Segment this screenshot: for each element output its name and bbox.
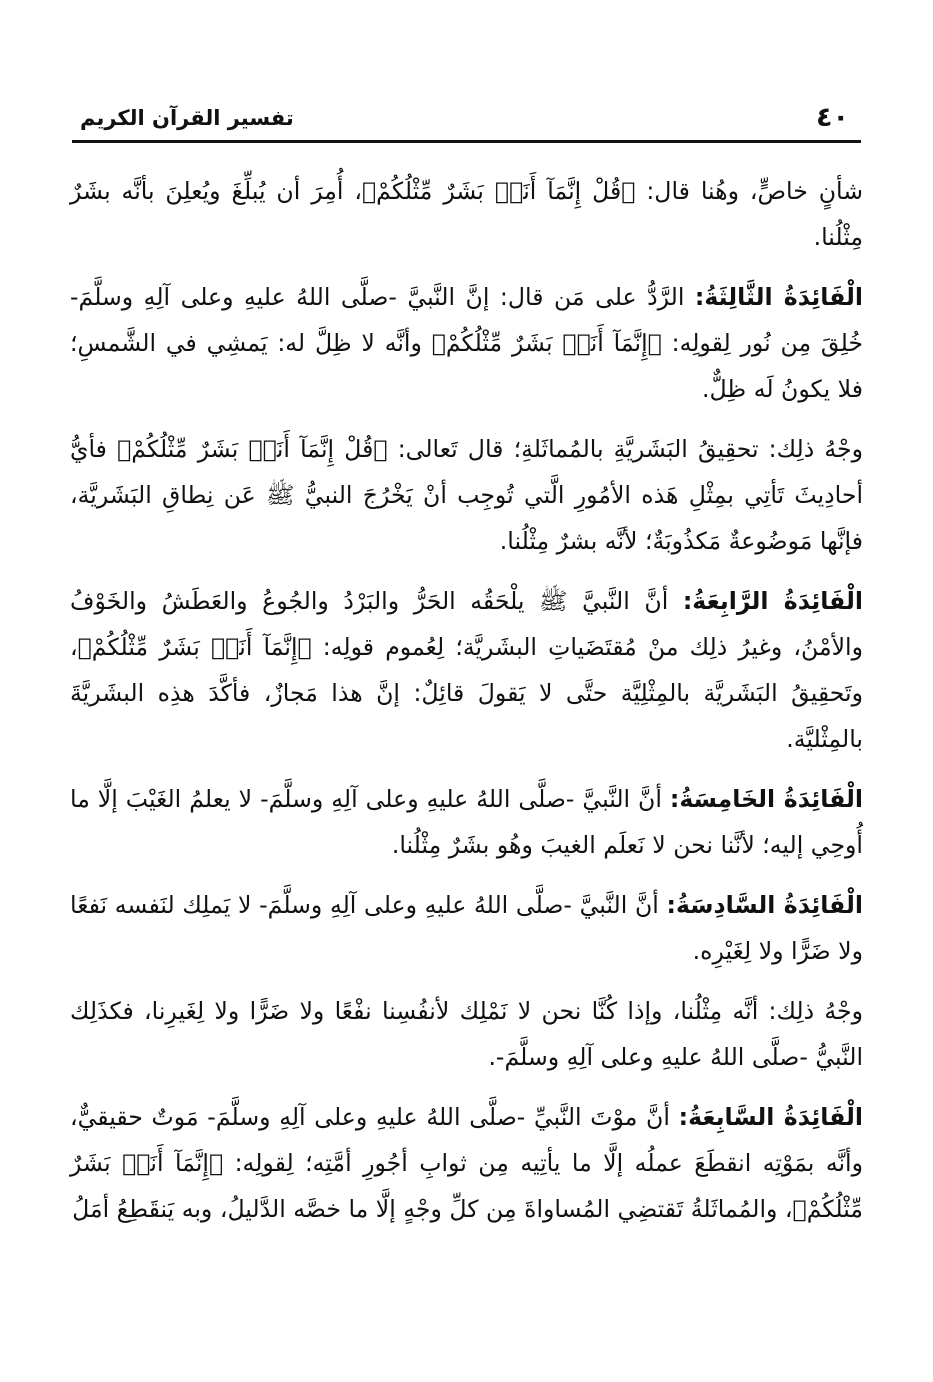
- quran-verse: ﴿إِنَّمَآ أَنَا۠ بَشَرٌ مِّثْلُكُمْ﴾: [431, 329, 662, 357]
- paragraph-text: وجْهُ ذلِك: تحقِيقُ البَشَريَّةِ بالمُماثَلةِ؛ قال تَعالى:: [387, 435, 863, 463]
- quran-verse: ﴿إِنَّمَآ أَنَا۠ بَشَرٌ مِّثْلُكُمْ﴾: [77, 633, 312, 661]
- book-title: تفسير القرآن الكريم: [80, 106, 294, 130]
- paragraph-benefit-6: [70, 882, 863, 974]
- paragraph-reason-3: [70, 426, 863, 564]
- paragraph-text: الرَّدُّ على مَن قال: إنَّ النَّبيَّ -صلَّى اللهُ عليهِ وعلى آلِهِ وسلَّمَ- خُلِقَ مِن نُور لِقولِه:: [70, 283, 864, 357]
- benefit-heading: الْفَائِدَةُ السَّادِسَةُ:: [666, 891, 863, 919]
- paragraph-text: وأنَّه لا ظِلَّ له: يَمشِي في الشَّمسِ؛ فلا يكونُ لَه ظِلٌّ.: [70, 329, 863, 403]
- paragraph-text: ، والمُماثَلةُ تَقتضِي المُساواةَ مِن كلِّ وجْهٍ إلَّا ما خصَّه الدَّليلُ، وبه يَنقَطِعُ أمَلُ: [72, 1195, 793, 1223]
- quran-verse: ﴿قُلْ إِنَّمَآ أَنَا۠ بَشَرٌ مِّثْلُكُمْ﴾: [117, 435, 388, 463]
- benefit-heading: الْفَائِدَةُ الثَّالِثَةُ:: [694, 283, 863, 311]
- paragraph-benefit-5: [70, 776, 863, 868]
- paragraph-text: أنَّ النَّبيَّ -صلَّى اللهُ عليهِ وعلى آلِهِ وسلَّمَ- لا يَملِك لنَفسه نَفعًا ولا ضَرًّا ولا لِغَيْرِه.: [70, 891, 863, 965]
- paragraph-text: شأنٍ خاصٍّ، وهُنا قال:: [635, 177, 863, 205]
- benefit-heading: الْفَائِدَةُ الرَّابِعَةُ:: [682, 587, 863, 615]
- paragraph-text: أنَّ موْتَ النَّبيِّ -صلَّى اللهُ عليهِ وعلى آلِهِ وسلَّمَ- مَوتٌ حقيقيٌّ، وأنَّه بمَوْتِه انقطَعَ عملُه إلَّا ما يأتِيه مِن ثوابِ أجُورِ أمَّتِه؛ لِقولِه:: [70, 1103, 863, 1177]
- page-header: [72, 100, 861, 143]
- paragraph-benefit-3: [70, 274, 863, 412]
- paragraph-benefit-7: [70, 1094, 863, 1232]
- page-number: ٤٠: [816, 102, 849, 133]
- paragraph-text: ، وتَحقِيقُ البَشَريَّة بالمِثْلِيَّة حتَّى لا يَقولَ قائِلٌ: إنَّ هذا مَجازٌ، فأكَّدَ هذِه البشَريَّةَ بالمِثْليَّة.: [70, 633, 863, 753]
- paragraph-reason-6: [70, 988, 863, 1080]
- paragraph-text: ، أُمِرَ أن يُبلِّغَ ويُعلِنَ بأنَّه بشَرٌ مِثْلُنا.: [70, 177, 863, 251]
- benefit-heading: الْفَائِدَةُ الخَامِسَةُ:: [669, 785, 863, 813]
- benefit-heading: الْفَائِدَةُ السَّابِعَةُ:: [678, 1103, 863, 1131]
- paragraph-text: وجْهُ ذلِك: أنَّه مِثْلُنا، وإذا كُنَّا نحن لا نَمْلِك لأنفُسِنا نفْعًا ولا ضَرًّا ولا لِغَيرِنا، فكذَلِك النَّبيُّ -صلَّى اللهُ عليهِ وعلى آلِهِ وسلَّمَ-.: [70, 997, 863, 1071]
- paragraph-text: أنَّ النَّبيَّ -صلَّى اللهُ عليهِ وعلى آلِهِ وسلَّمَ- لا يعلمُ الغَيْبَ إلَّا ما أُوحِي إليه؛ لأنَّنا نحن لا نَعلَم الغيبَ وهُو بشَرٌ مِثْلُنا.: [70, 785, 863, 859]
- quran-verse: ﴿إِنَّمَآ أَنَا۠ بَشَرٌ مِّثْلُكُمْ﴾: [70, 1149, 863, 1223]
- quran-verse: ﴿قُلْ إِنَّمَآ أَنَا۠ بَشَرٌ مِّثْلُكُمْ﴾: [361, 177, 636, 205]
- paragraph-text: فأيُّ أحادِيثَ تَأتِي بمِثْلِ هَذه الأمُورِ الَّتي تُوجِب أنْ يَخْرُجَ النبيُّ ﷺ عَن نِطاقِ البَشَريَّة، فإنَّها مَوضُوعةٌ مَكذُوبَةٌ؛ لأنَّه بشرٌ مِثْلُنا.: [70, 435, 863, 555]
- paragraph-1: [70, 168, 863, 260]
- paragraph-benefit-4: [70, 578, 863, 762]
- paragraph-text: أنَّ النَّبيَّ ﷺ يلْحَقُه الحَرُّ والبَرْدُ والجُوعُ والعَطَشُ والخَوْفُ والأمْنُ، وغيرُ ذلِك منْ مُقتَضَياتِ البشَريَّة؛ لِعُموم قولِه:: [70, 587, 863, 661]
- page-body: [70, 168, 863, 1246]
